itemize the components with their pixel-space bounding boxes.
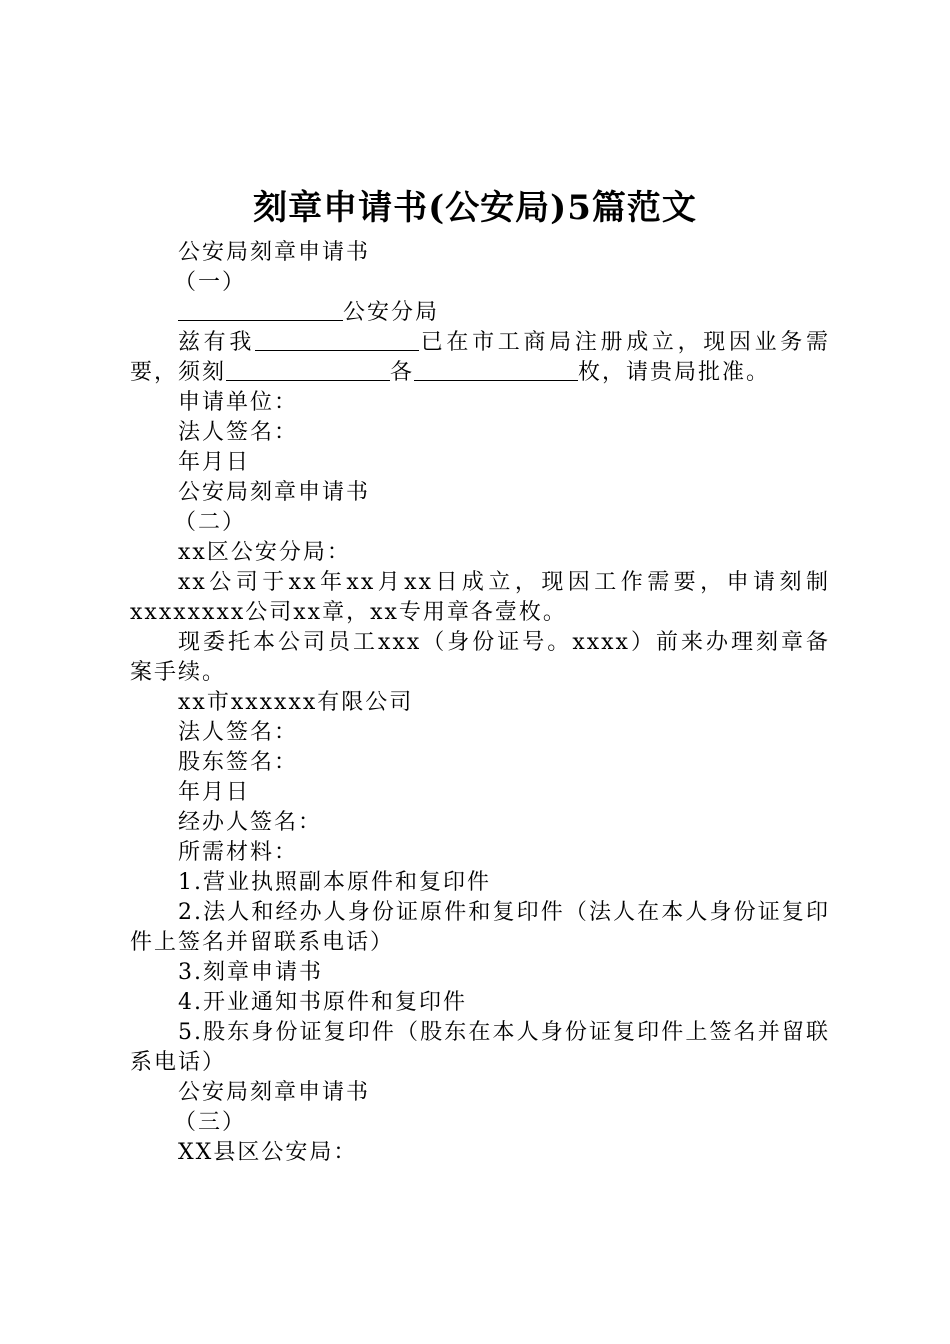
shareholder-signature: 股东签名：	[178, 750, 299, 775]
material-item: 5.股东身份证复印件（股东在本人身份证复印件上签名并留联系电话）	[130, 1020, 830, 1075]
section-heading-2: 公安局刻章申请书	[178, 480, 371, 505]
request-text-b: 已在市工商局注册成立，现因业务需要，须刻	[130, 330, 830, 385]
section-heading-1: 公安局刻章申请书	[178, 240, 371, 265]
date-line: 年月日	[178, 450, 251, 475]
material-item: 3.刻章申请书	[178, 960, 323, 985]
legal-signature-2: 法人签名：	[178, 720, 299, 745]
blank-underline	[178, 298, 343, 321]
section-number-2: （二）	[174, 510, 247, 535]
section-heading-3: 公安局刻章申请书	[178, 1080, 371, 1105]
paragraph-entrust: 现委托本公司员工xxx（身份证号。xxxx）前来办理刻章备案手续。	[130, 630, 830, 685]
request-text-d: 枚，请贵局批准。	[578, 360, 771, 385]
document-body	[130, 238, 830, 1168]
request-text-c: 各	[390, 360, 415, 385]
request-paragraph	[130, 328, 830, 388]
blank-underline	[414, 358, 578, 381]
applicant-unit: 申请单位：	[178, 390, 299, 415]
document-title: 刻章申请书(公安局)5篇范文	[253, 188, 697, 228]
material-item: 1.营业执照副本原件和复印件	[178, 870, 491, 895]
blank-underline	[255, 328, 419, 351]
addressee-line-3: XX县区公安局：	[178, 1140, 358, 1165]
material-item: 2.法人和经办人身份证原件和复印件（法人在本人身份证复印件上签名并留联系电话）	[130, 900, 830, 955]
date-line-2: 年月日	[178, 780, 251, 805]
paragraph-company: xx公司于xx年xx月xx日成立，现因工作需要，申请刻制xxxxxxxx公司xx章，xx专用章各壹枚。	[130, 570, 830, 625]
addressee-line	[130, 298, 830, 328]
section-number-3: （三）	[174, 1110, 247, 1135]
material-item: 4.开业通知书原件和复印件	[178, 990, 467, 1015]
addressee-suffix: 公安分局	[343, 300, 440, 325]
materials-heading: 所需材料：	[178, 840, 299, 865]
addressee-line-2: xx区公安分局：	[178, 540, 351, 565]
legal-signature: 法人签名：	[178, 420, 299, 445]
request-text-a: 兹有我	[178, 330, 256, 355]
handler-signature: 经办人签名：	[178, 810, 323, 835]
blank-underline	[226, 358, 390, 381]
section-number-1: （一）	[174, 270, 247, 295]
company-name: xx市xxxxxx有限公司	[178, 690, 414, 715]
